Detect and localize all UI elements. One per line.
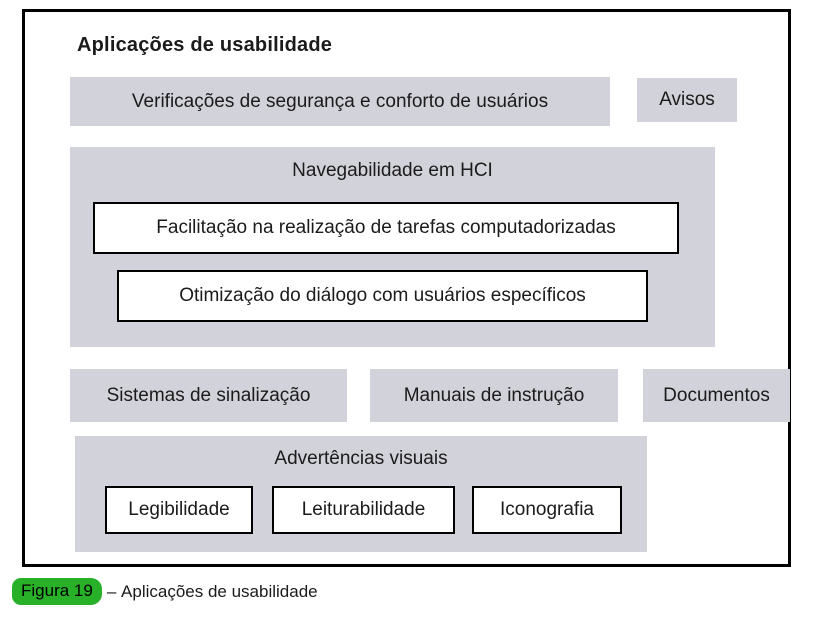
box-documentos: Documentos <box>643 369 790 422</box>
figure-frame <box>22 9 791 567</box>
group-advertencias-title: Advertências visuais <box>274 448 448 469</box>
figure-caption-title: Aplicações de usabilidade <box>121 581 318 601</box>
box-iconografia: Iconografia <box>472 486 622 534</box>
box-avisos: Avisos <box>637 78 737 122</box>
box-legibilidade: Legibilidade <box>105 486 253 534</box>
box-sistemas-sinalizacao: Sistemas de sinalização <box>70 369 347 422</box>
figure-caption-label-highlight: Figura 19 <box>12 578 102 605</box>
figure-caption <box>12 578 318 605</box>
box-verificacoes-seguranca: Verificações de segurança e conforto de usuários <box>70 77 610 126</box>
box-manuais-instrucao: Manuais de instrução <box>370 369 618 422</box>
figure-caption-separator: – <box>106 581 117 601</box>
diagram-title: Aplicações de usabilidade <box>77 34 333 56</box>
group-advertencias <box>75 436 647 552</box>
group-navegabilidade-title: Navegabilidade em HCI <box>292 160 493 181</box>
box-facilitacao-tarefas: Facilitação na realização de tarefas computadorizadas <box>93 202 679 254</box>
box-leiturabilidade: Leiturabilidade <box>272 486 455 534</box>
group-navegabilidade <box>70 147 715 347</box>
box-otimizacao-dialogo: Otimização do diálogo com usuários específicos <box>117 270 648 322</box>
figure-caption-text <box>107 582 318 602</box>
